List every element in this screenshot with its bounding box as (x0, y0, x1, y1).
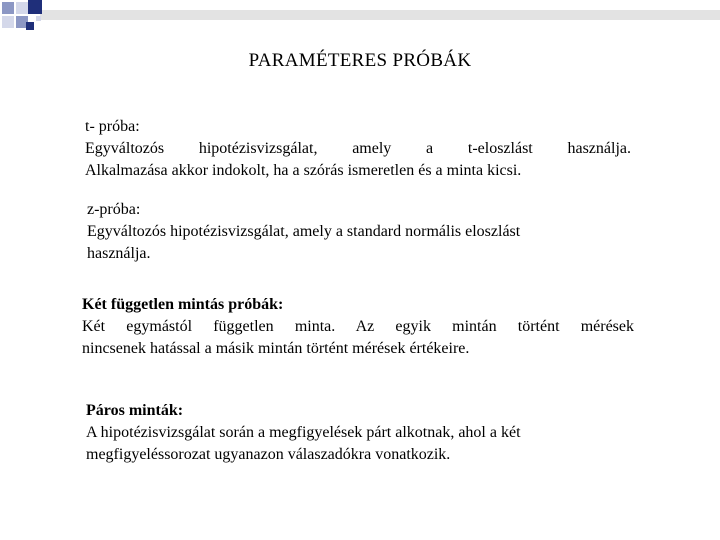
section-text-line: A hipotézisvizsgálat során a megfigyelések párt alkotnak, ahol a két (86, 424, 521, 441)
deco-square (36, 16, 41, 21)
corner-decoration (0, 0, 720, 40)
deco-square (28, 0, 42, 14)
deco-square (2, 16, 14, 28)
section-heading: Két független mintás próbák: (82, 296, 284, 313)
section-heading: z-próba: (87, 201, 141, 218)
header-bar (40, 10, 720, 20)
section-z-test (87, 199, 632, 265)
section-text-line: Alkalmazása akkor indokolt, ha a szórás ismeretlen és a minta kicsi. (85, 162, 522, 179)
section-text-line: nincsenek hatással a másik mintán történt mérések értékeire. (82, 340, 470, 357)
section-text-line: használja. (87, 245, 151, 262)
section-heading: t- próba: (85, 118, 140, 135)
section-heading: Páros minták: (86, 402, 184, 419)
section-text-line: megfigyeléssorozat ugyanazon válaszadókra vonatkozik. (86, 446, 451, 463)
section-paired-samples (86, 400, 634, 466)
slide-title: PARAMÉTERES PRÓBÁK (248, 50, 472, 71)
section-independent-samples (82, 294, 634, 360)
deco-square (26, 22, 34, 30)
deco-square (16, 2, 28, 14)
section-text-line: Két egymástól független minta. Az egyik mintán történt mérések (82, 318, 634, 335)
section-text-line: Egyváltozós hipotézisvizsgálat, amely a t-eloszlást használja. (85, 140, 631, 157)
section-text-line: Egyváltozós hipotézisvizsgálat, amely a standard normális eloszlást (87, 223, 521, 240)
section-t-test (85, 116, 631, 182)
deco-square (2, 2, 14, 14)
